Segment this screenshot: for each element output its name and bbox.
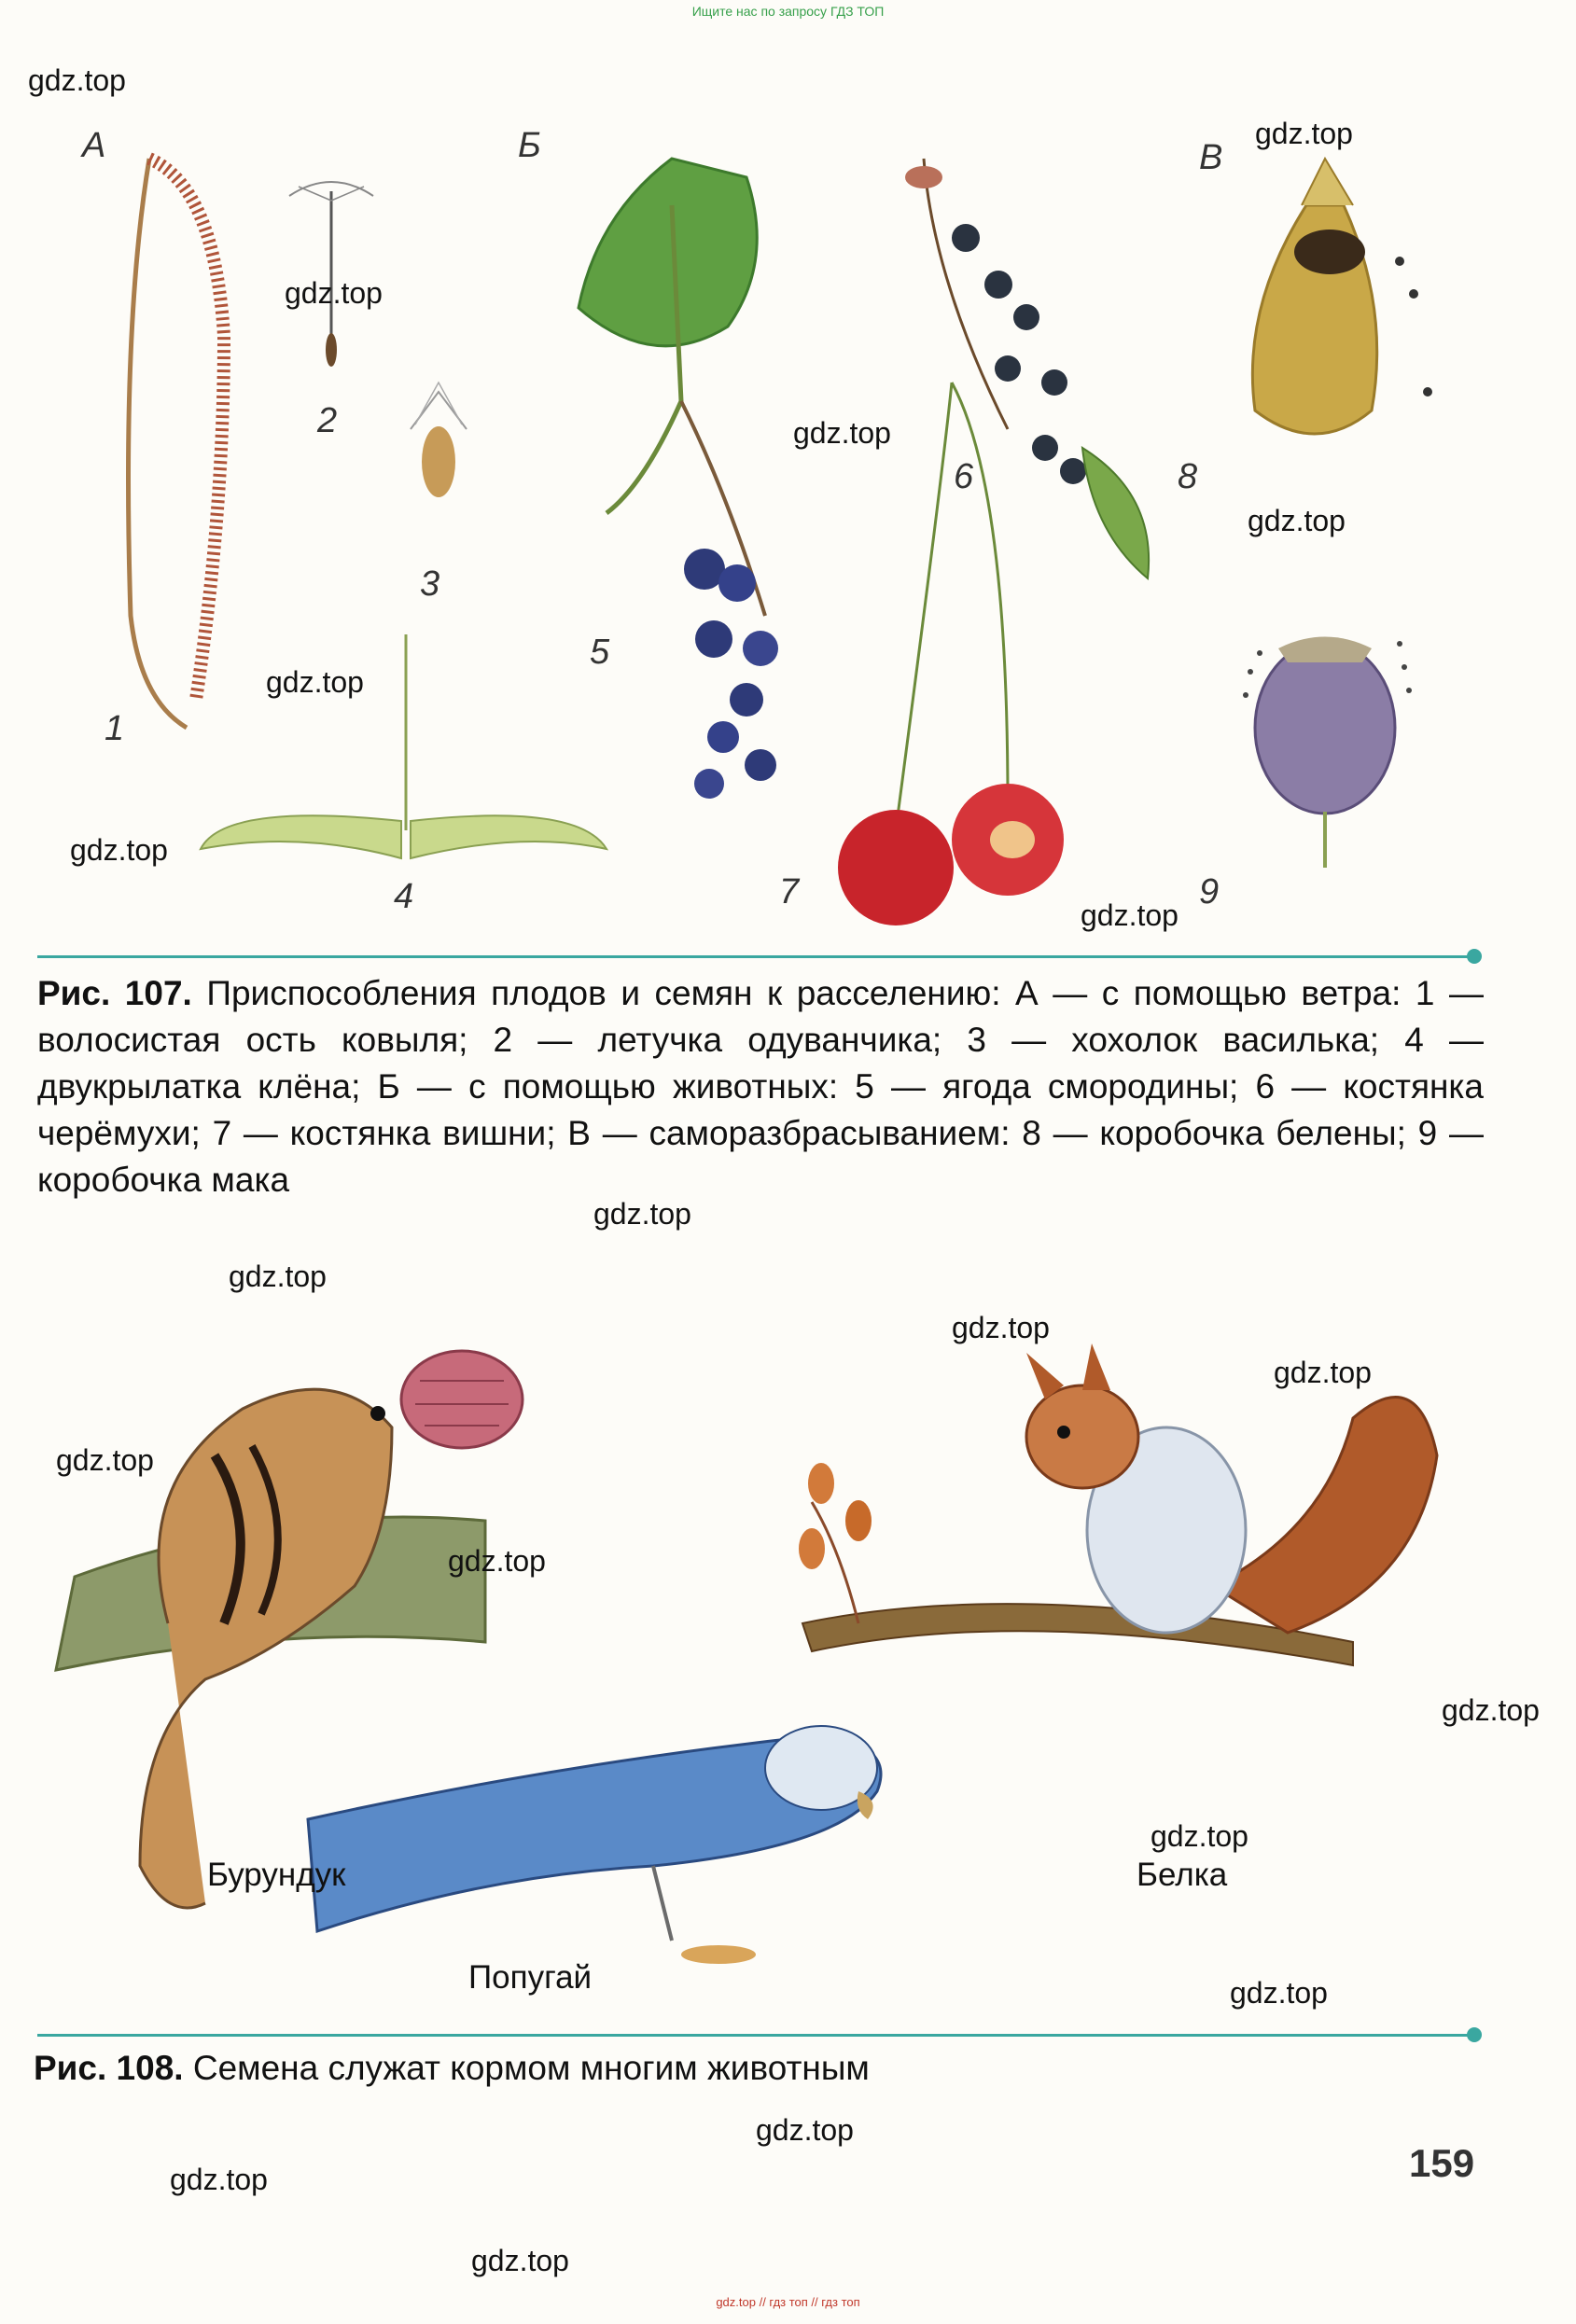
number-8: 8	[1178, 457, 1198, 496]
figure-107-caption	[37, 970, 1484, 1204]
watermark: gdz.top	[56, 1443, 154, 1477]
label-squirrel: Белка	[1137, 1857, 1228, 1893]
watermark: gdz.top	[1081, 898, 1179, 932]
watermark: gdz.top	[170, 2163, 268, 2196]
pine-cone	[401, 1351, 523, 1448]
figure-108-illustration	[0, 1343, 1576, 2015]
feather-grass-awn	[129, 159, 225, 728]
watermark: gdz.top	[1151, 1819, 1248, 1853]
watermark: gdz.top	[1255, 117, 1353, 150]
squirrel	[1026, 1343, 1437, 1633]
page-number: 159	[1409, 2141, 1475, 2185]
number-4: 4	[394, 877, 414, 916]
number-6: 6	[954, 457, 974, 496]
maple-samara	[201, 633, 610, 858]
letter-b: Б	[518, 126, 541, 165]
figure-108-caption	[34, 2045, 1433, 2092]
watermark: gdz.top	[471, 2244, 569, 2277]
divider-rule	[37, 955, 1474, 958]
watermark: gdz.top	[1230, 1976, 1328, 2010]
label-parrot: Попугай	[468, 1959, 593, 1996]
number-9: 9	[1199, 872, 1220, 912]
footer-links: gdz.top // гдз топ // гдз топ	[716, 2295, 860, 2309]
watermark: gdz.top	[1274, 1356, 1372, 1389]
top-banner: Ищите нас по запросу ГДЗ ТОП	[691, 4, 885, 19]
poppy-capsule	[1243, 637, 1412, 869]
figure-107-text: Приспособления плодов и семян к расселению: А — с помощью ветра: 1 — волосистая ость ковыля; 2 — летучка одуванчика; 3 — хохолок василька; 4 — двукрылатка клёна; Б — с помощью животных: 5 — ягода смородины; 6 — костянка черёмухи; 7 — костянка вишни; В — саморазбрасыванием: 8 — коробочка белены; 9 — коробочка мака	[37, 974, 1485, 1199]
number-7: 7	[779, 872, 800, 912]
number-5: 5	[590, 633, 610, 672]
number-3: 3	[420, 564, 440, 604]
dandelion-parachute	[289, 182, 373, 367]
watermark: gdz.top	[70, 833, 168, 867]
number-2: 2	[317, 401, 338, 440]
watermark: gdz.top	[756, 2113, 854, 2147]
watermark: gdz.top	[229, 1259, 327, 1293]
divider-dot-2	[1467, 2027, 1482, 2042]
parrot	[308, 1726, 881, 1964]
watermark: gdz.top	[593, 1197, 691, 1231]
divider-rule-2	[37, 2034, 1474, 2037]
watermark: gdz.top	[28, 63, 126, 97]
letter-v: В	[1199, 138, 1223, 177]
number-1: 1	[105, 709, 125, 748]
watermark: gdz.top	[952, 1311, 1050, 1344]
bird-cherry-branch	[905, 159, 1086, 484]
label-chipmunk: Бурундук	[207, 1857, 346, 1893]
cherries	[838, 383, 1149, 925]
figure-107-label: Рис. 107.	[37, 974, 192, 1012]
figure-108-label: Рис. 108.	[34, 2049, 184, 2087]
watermark: gdz.top	[448, 1544, 546, 1578]
divider-dot	[1467, 949, 1482, 964]
currant-branch	[579, 159, 778, 799]
knapweed-achene	[411, 383, 467, 497]
watermark: gdz.top	[1248, 504, 1346, 537]
henbane-capsule	[1252, 159, 1432, 434]
watermark: gdz.top	[793, 416, 891, 450]
watermark: gdz.top	[285, 276, 383, 310]
watermark: gdz.top	[1442, 1693, 1540, 1727]
watermark: gdz.top	[266, 665, 364, 699]
letter-a: А	[82, 126, 106, 165]
figure-108-text: Семена служат кормом многим животным	[192, 2049, 870, 2087]
